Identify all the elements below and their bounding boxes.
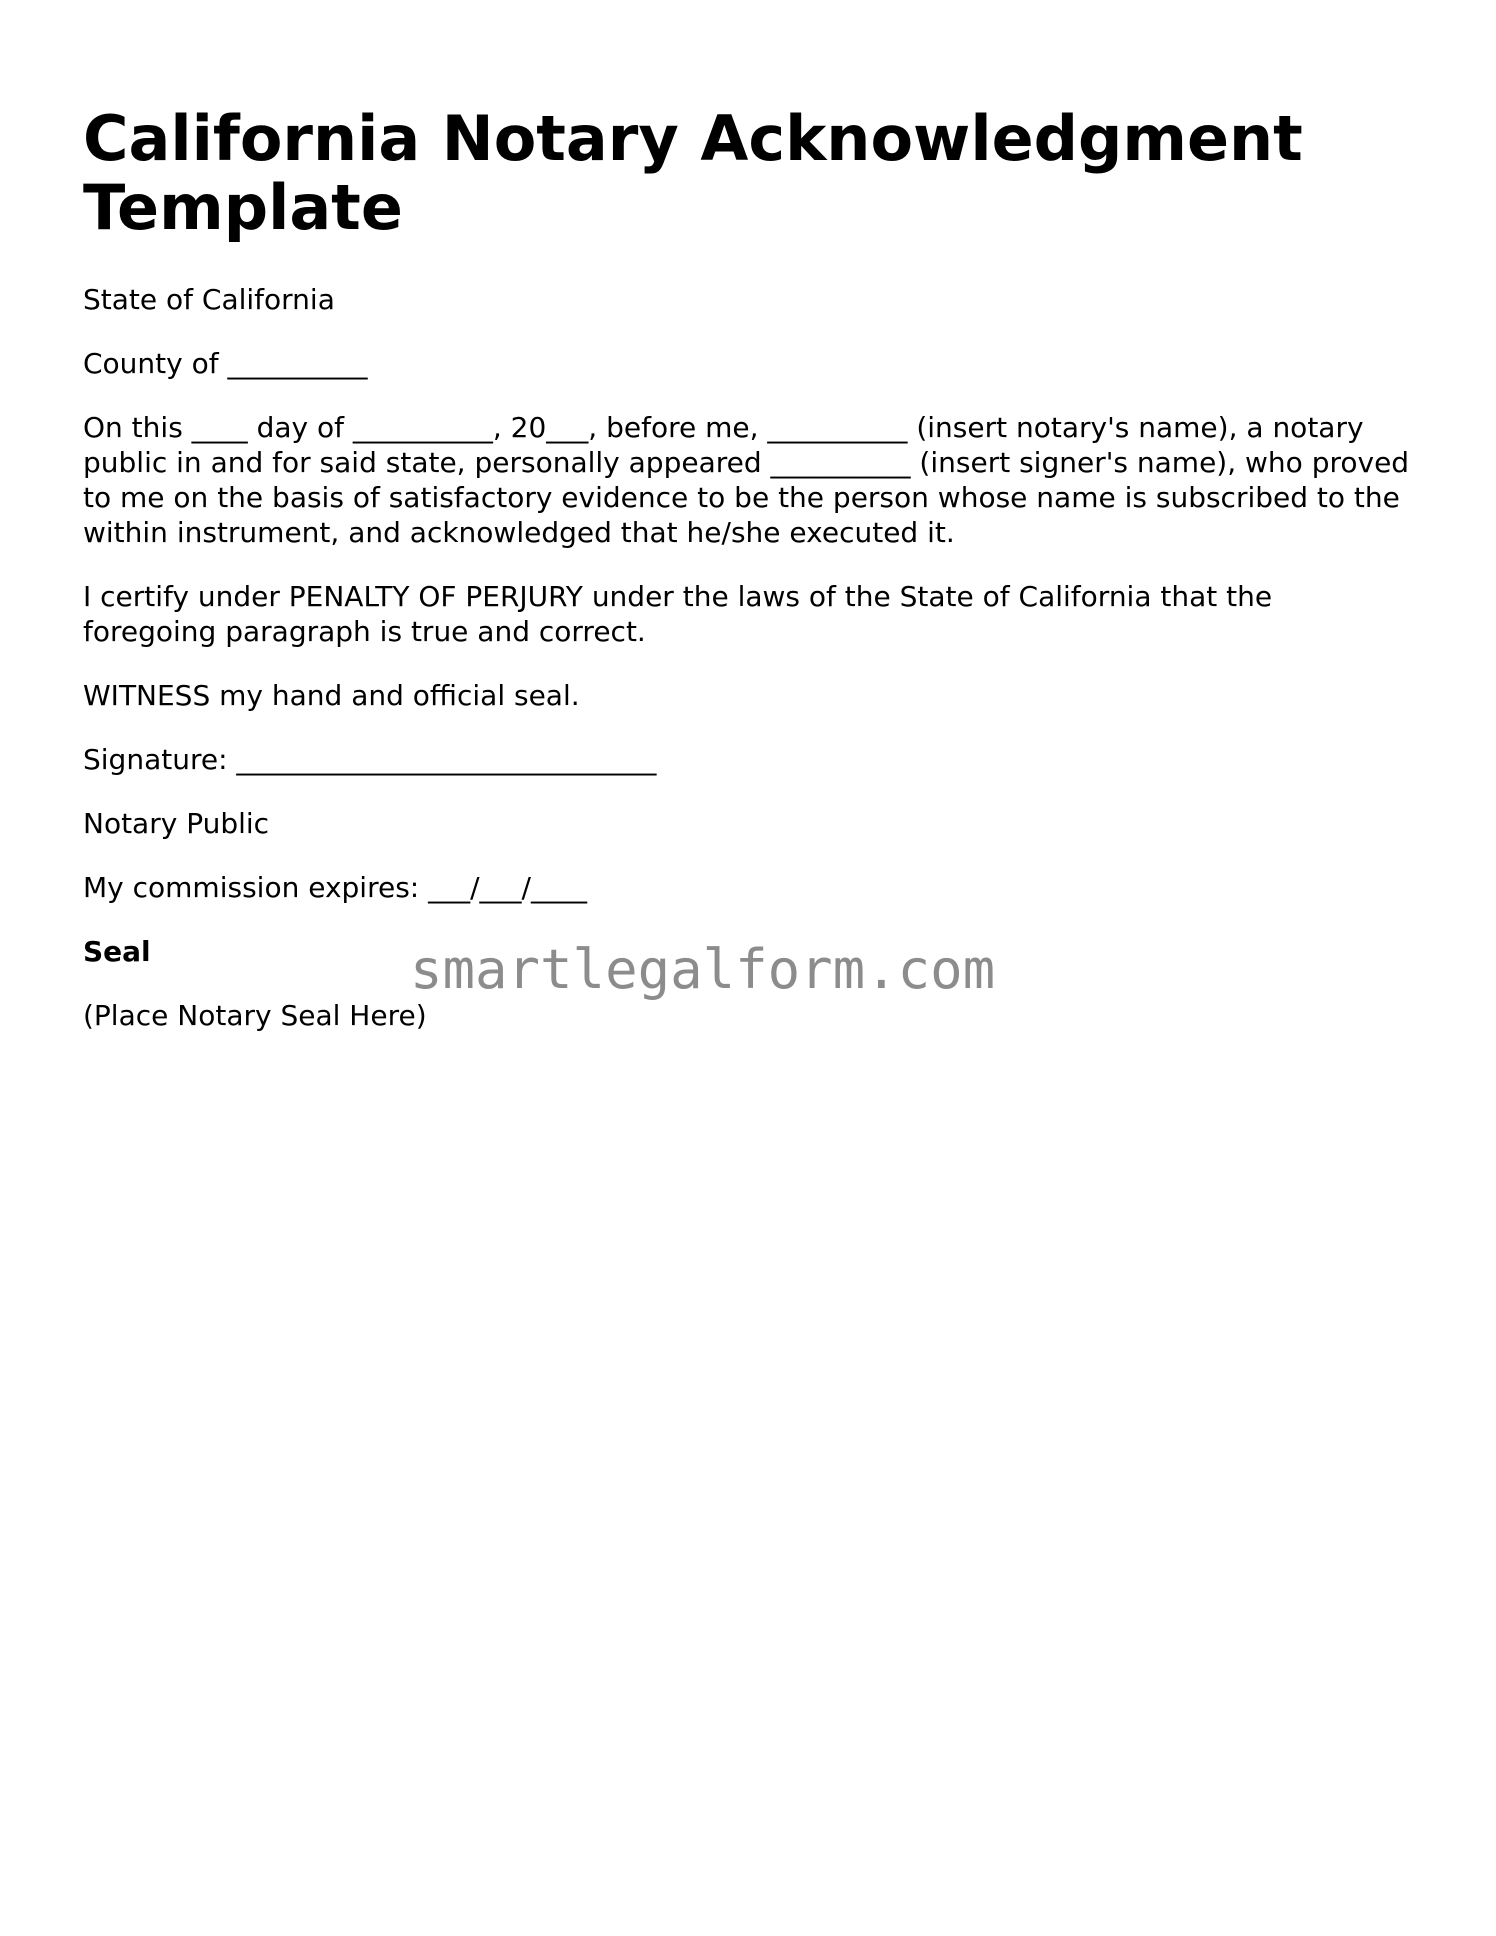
- commission-expires-line: My commission expires: ___/___/____: [83, 871, 587, 904]
- watermark: smartlegalform.com: [410, 938, 996, 1001]
- signature-line: Signature: ______________________________: [83, 743, 657, 776]
- county-line: County of __________: [83, 347, 368, 380]
- notary-public-line: Notary Public: [83, 807, 270, 840]
- document-page: [83, 104, 1413, 1062]
- document-title: California Notary Acknowledgment Template: [83, 102, 1303, 244]
- acknowledgment-paragraph: On this ____ day of __________, 20___, before me, __________ (insert notary's name), a notary public in and for said state, personally appeared __________ (insert signer's name), who proved to me on the basis of satisfactory evidence to be the person whose name is subscribed to the within instrument, and acknowledged that he/she executed it.: [83, 411, 1410, 549]
- witness-line: WITNESS my hand and official seal.: [83, 679, 580, 712]
- state-line: State of California: [83, 283, 335, 316]
- seal-heading: Seal: [83, 935, 151, 968]
- seal-instruction: (Place Notary Seal Here): [83, 999, 427, 1032]
- certification-paragraph: I certify under PENALTY OF PERJURY under the laws of the State of California that the foregoing paragraph is true and correct.: [83, 580, 1273, 648]
